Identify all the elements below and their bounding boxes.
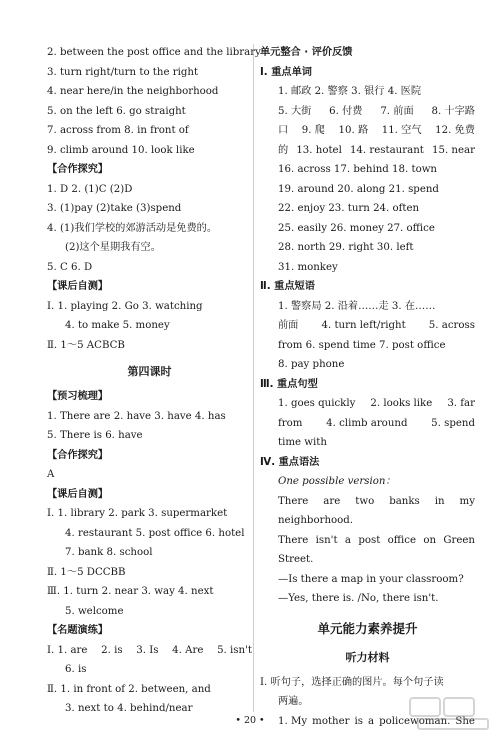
answer-word: a — [344, 534, 351, 546]
answer-line: Ⅲ. 1. turn 2. near 3. way 4. next — [47, 586, 214, 597]
answer-line: 7. bank 8. school — [65, 547, 153, 558]
answer-item: 的 — [278, 144, 289, 156]
answer-item: 7. 前面 — [380, 105, 414, 117]
answer-line: 9. climb around 10. look like — [47, 144, 195, 156]
column-divider — [253, 44, 254, 712]
listening-title: 听力材料 — [345, 650, 390, 664]
answer-line: Ⅱ. 1～5 DCCBB — [47, 566, 126, 578]
answer-line: neighborhood. — [278, 515, 354, 526]
answer-line — [260, 492, 475, 512]
answer-word: policewoman. — [379, 715, 451, 727]
answer-line: 4. restaurant 5. post office 6. hotel — [65, 527, 245, 539]
answer-line: 4. (1)我们学校的郊游活动是免费的。 — [47, 222, 218, 234]
section-heading: Ⅰ. 重点单词 — [260, 66, 312, 78]
answer-word: There — [278, 495, 309, 507]
answer-line: Ⅰ. 1. playing 2. Go 3. watching — [47, 300, 203, 312]
answer-item: 2. looks like — [370, 398, 433, 409]
answer-line: 16. across 17. behind 18. town — [278, 164, 437, 175]
answer-line: A — [47, 469, 55, 480]
section-heading: 【预习梳理】 — [47, 391, 109, 402]
answer-line — [260, 141, 475, 161]
answer-word: in — [434, 495, 445, 507]
answer-line: 5. There is 6. have — [47, 430, 143, 441]
answer-word: isn't — [315, 534, 338, 546]
answer-item: 5. across — [428, 320, 475, 331]
section-heading: Ⅱ. 重点短语 — [260, 281, 315, 292]
unit-ability-title: 单元能力素养提升 — [317, 620, 418, 636]
answer-item: 4. turn left/right — [321, 320, 406, 331]
answer-item: 5. 大街 — [278, 105, 312, 117]
answer-line: 3. (1)pay (2)take (3)spend — [47, 203, 182, 214]
answer-word: banks — [389, 495, 420, 507]
section-heading: 【名题演练】 — [47, 625, 109, 636]
answer-word: is — [354, 715, 364, 727]
answer-line: 31. monkey — [278, 261, 338, 273]
answer-word: post — [358, 534, 381, 546]
answer-line: 3. turn right/turn to the right — [47, 66, 199, 78]
answer-line: (2)这个星期我有空。 — [65, 242, 161, 253]
right-column — [260, 43, 475, 731]
answer-line: Ⅱ. 1. in front of 2. between, and — [47, 683, 211, 695]
answer-line: 1. D 2. (1)C (2)D — [47, 183, 133, 195]
answer-line: 6. is — [65, 664, 87, 675]
answer-line: 1. 邮政 2. 警察 3. 银行 4. 医院 — [278, 86, 422, 97]
answer-line: 5. welcome — [65, 605, 124, 617]
answer-line — [260, 414, 475, 434]
page-number: • 20 • — [235, 715, 265, 726]
answer-item: 4. climb around — [326, 417, 408, 429]
answer-line: 19. around 20. along 21. spend — [278, 183, 439, 195]
answer-word: a — [368, 715, 375, 727]
answer-line: 5. on the left 6. go straight — [47, 105, 186, 117]
answer-line: 8. pay phone — [278, 359, 345, 370]
answer-word: There — [278, 534, 309, 546]
section-heading: 【课后自测】 — [47, 281, 109, 292]
answer-item: 14. restaurant — [349, 144, 424, 156]
answer-line: One possible version： — [278, 476, 396, 487]
answer-word: She — [455, 715, 475, 727]
answer-item: 13. hotel — [296, 144, 342, 156]
lesson-title: 第四课时 — [127, 365, 172, 378]
answer-word: 1. My — [278, 715, 308, 727]
answer-line: 1. There are 2. have 3. have 4. has — [47, 410, 226, 422]
answer-item: 8. 十字路 — [431, 105, 475, 117]
answer-word: office — [387, 534, 416, 546]
answer-line: 22. enjoy 23. turn 24. often — [278, 203, 420, 214]
answer-word: are — [323, 495, 341, 507]
section-heading: 【课后自测】 — [47, 488, 109, 500]
answer-line: 4. near here/in the neighborhood — [47, 86, 219, 97]
answer-line: 5. C 6. D — [47, 261, 93, 273]
answer-item: 12. 免费 — [435, 125, 475, 136]
answer-word: my — [459, 495, 475, 507]
section-heading: Ⅳ. 重点语法 — [260, 456, 320, 468]
answer-line: Ⅰ. 1. library 2. park 3. supermarket — [47, 508, 228, 519]
answer-item: 4. Are — [172, 644, 204, 656]
answer-item: 前面 — [278, 320, 299, 331]
answer-item: 2. is — [101, 644, 123, 656]
answer-item: 11. 空气 — [381, 125, 422, 136]
answer-line: Street. — [278, 554, 314, 565]
section-heading: 【合作探究】 — [47, 449, 109, 461]
answer-line: Ⅰ. 听句子，选择正确的图片。每个句子读 — [260, 676, 444, 688]
answer-line: time with — [278, 437, 327, 448]
answer-line — [47, 641, 252, 661]
answer-word: mother — [312, 715, 350, 727]
answer-item: 10. 路 — [338, 125, 369, 136]
unit-review-title: 单元整合 · 评价反馈 — [260, 47, 353, 58]
answer-line: 3. next to 4. behind/near — [65, 703, 193, 714]
section-heading: 【合作探究】 — [47, 164, 109, 175]
left-column — [47, 43, 261, 719]
answer-line: 7. across from 8. in front of — [47, 125, 189, 136]
answer-line: 1. 警察局 2. 沿着……走 3. 在…… — [278, 300, 436, 312]
answer-line: 4. to make 5. money — [65, 320, 170, 331]
answer-word: Green — [443, 534, 475, 546]
answer-word: two — [355, 495, 375, 507]
answer-item: 口 — [278, 125, 289, 136]
answer-item: 1. goes quickly — [278, 398, 356, 409]
answer-item: 15. near — [431, 144, 475, 156]
answer-item: from — [278, 417, 303, 429]
answer-item: 3. far — [447, 398, 475, 409]
answer-line — [260, 102, 475, 122]
answer-line: —Yes, there is. /No, there isn't. — [278, 593, 439, 604]
answer-line — [260, 531, 475, 551]
answer-line: —Is there a map in your classroom? — [278, 573, 464, 585]
section-heading: Ⅲ. 重点句型 — [260, 378, 318, 390]
answer-item: 3. Is — [136, 644, 159, 656]
answer-item: 6. 付费 — [329, 105, 363, 117]
answer-item: 5. isn't — [217, 644, 252, 656]
answer-line: Ⅱ. 1～5 ACBCB — [47, 339, 125, 351]
answer-line: from 6. spend time 7. post office — [278, 339, 446, 351]
answer-word: on — [423, 534, 437, 546]
answer-line: 28. north 29. right 30. left — [278, 242, 414, 253]
answer-line: 两遍。 — [278, 696, 309, 707]
answer-line — [260, 121, 475, 141]
answer-item: Ⅰ. 1. are — [47, 644, 88, 656]
answer-line — [260, 394, 475, 414]
answer-line: 25. easily 26. money 27. office — [278, 222, 435, 234]
answer-item: 9. 爬 — [301, 125, 325, 136]
watermark-logo-icon — [408, 695, 494, 731]
answer-line: 2. between the post office and the library — [47, 47, 261, 58]
answer-item: 5. spend — [431, 417, 475, 429]
answer-line — [260, 316, 475, 336]
